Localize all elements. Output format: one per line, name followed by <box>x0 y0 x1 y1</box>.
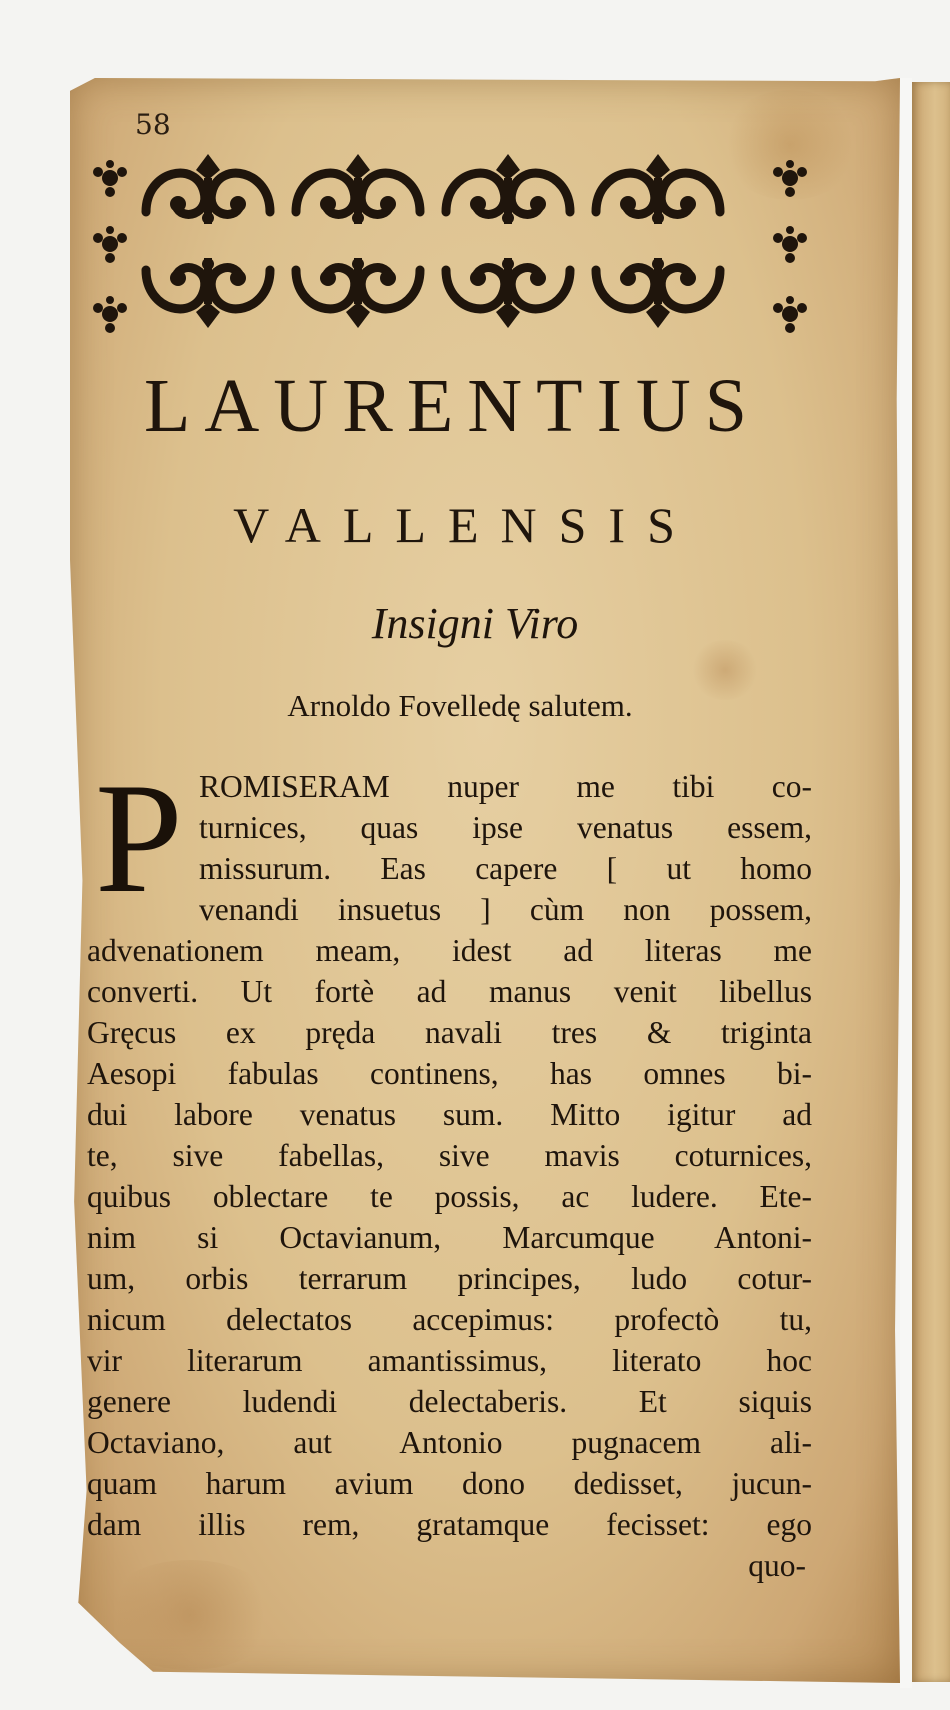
text-line: nim si Octavianum, Marcumque Antoni- <box>87 1220 812 1255</box>
text-line: Octaviano, aut Antonio pugnacem ali- <box>87 1425 812 1460</box>
text-line: Aesopi fabulas continens, has omnes bi- <box>87 1056 812 1091</box>
page-number: 58 <box>135 108 171 141</box>
floral-headpiece-ornament <box>90 148 810 348</box>
text-line: quibus oblectare te possis, ac ludere. Ete- <box>87 1179 812 1214</box>
author-title: LAURENTIUS <box>143 364 762 448</box>
author-subtitle: VALLENSIS <box>233 497 697 553</box>
text-line: missurum. Eas capere [ ut homo <box>199 851 812 886</box>
drop-cap-initial: P <box>95 751 183 926</box>
page-gutter <box>900 78 912 1688</box>
text-line: nicum delectatos accepimus: profectò tu, <box>87 1302 812 1337</box>
text-line: quam harum avium dono dedisset, jucun- <box>87 1466 812 1501</box>
salutation-line: Arnoldo Fovelledę salutem. <box>287 688 633 723</box>
text-line: Gręcus ex pręda navali tres & triginta <box>87 1015 812 1050</box>
text-line: ROMISERAM nuper me tibi co- <box>199 769 812 804</box>
text-line: advenationem meam, idest ad literas me <box>87 933 812 968</box>
text-line: venandi insuetus ] cùm non possem, <box>199 892 812 927</box>
text-line: dui labore venatus sum. Mitto igitur ad <box>87 1097 812 1132</box>
catchword: quo- <box>748 1548 806 1583</box>
text-line: genere ludendi delectaberis. Et siquis <box>87 1384 812 1419</box>
text-line: turnices, quas ipse venatus essem, <box>199 810 812 845</box>
facing-page-edge <box>912 82 950 1682</box>
letter-body <box>87 751 812 1586</box>
text-line: um, orbis terrarum principes, ludo cotur- <box>87 1261 812 1296</box>
text-line: te, sive fabellas, sive mavis coturnices, <box>87 1138 812 1173</box>
text-line: dam illis rem, gratamque fecisset: ego <box>87 1507 812 1542</box>
text-line: converti. Ut fortè ad manus venit libellus <box>87 974 812 1009</box>
text-line: vir literarum amantissimus, literato hoc <box>87 1343 812 1378</box>
dedication-heading: Insigni Viro <box>371 599 579 648</box>
